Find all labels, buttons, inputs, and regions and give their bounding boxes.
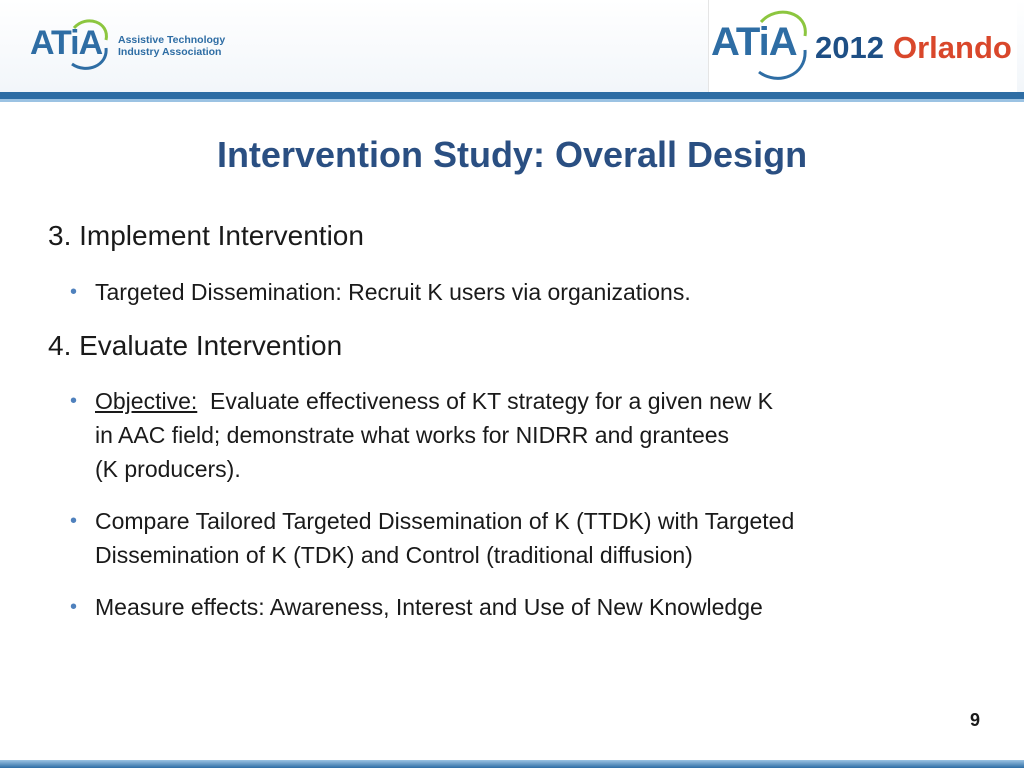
tagline-line-2: Industry Association (118, 46, 222, 58)
footer-divider (0, 760, 1024, 768)
section-heading-evaluate: 4. Evaluate Intervention (48, 330, 343, 361)
event-year: 2012 (815, 30, 884, 65)
atia-logo-mark: ATiA (30, 24, 103, 62)
page-number: 9 (970, 710, 981, 730)
event-logo-mark: ATiA (711, 20, 797, 64)
bullet-icon: • (70, 390, 78, 412)
atia-logo-tagline (118, 34, 225, 58)
header-divider-accent (0, 99, 1024, 102)
bullet-item-compare (70, 504, 970, 574)
bullet-icon: • (70, 596, 78, 618)
objective-text-1: Evaluate effectiveness of KT strategy for a given new K (210, 388, 774, 414)
tagline-line-1: Assistive Technology (118, 34, 226, 46)
objective-line-3: (K producers). (95, 456, 241, 482)
objective-line-2: in AAC field; demonstrate what works for NIDRR and grantees (95, 422, 730, 448)
slide-title: Intervention Study: Overall Design (216, 134, 808, 175)
bullet-item-objective (70, 384, 970, 494)
section-heading-implement: 3. Implement Intervention (48, 220, 364, 251)
bullet-icon: • (70, 281, 78, 303)
measure-text: Measure effects: Awareness, Interest and Use of New Knowledge (95, 594, 763, 620)
objective-line-1 (95, 384, 773, 418)
atia-2012-orlando-logo (708, 0, 1017, 92)
slide-header (0, 0, 1024, 92)
compare-line-2: Dissemination of K (TDK) and Control (traditional diffusion) (95, 542, 693, 568)
bullet-text: Targeted Dissemination: Recruit K users via organizations. (95, 279, 691, 305)
event-city: Orlando (893, 30, 1012, 65)
bullet-icon: • (70, 510, 78, 532)
compare-line-1: Compare Tailored Targeted Dissemination of K (TTDK) with Targeted (95, 508, 795, 534)
header-divider (0, 92, 1024, 99)
objective-label: Objective: (95, 388, 198, 414)
atia-logo (30, 18, 240, 74)
